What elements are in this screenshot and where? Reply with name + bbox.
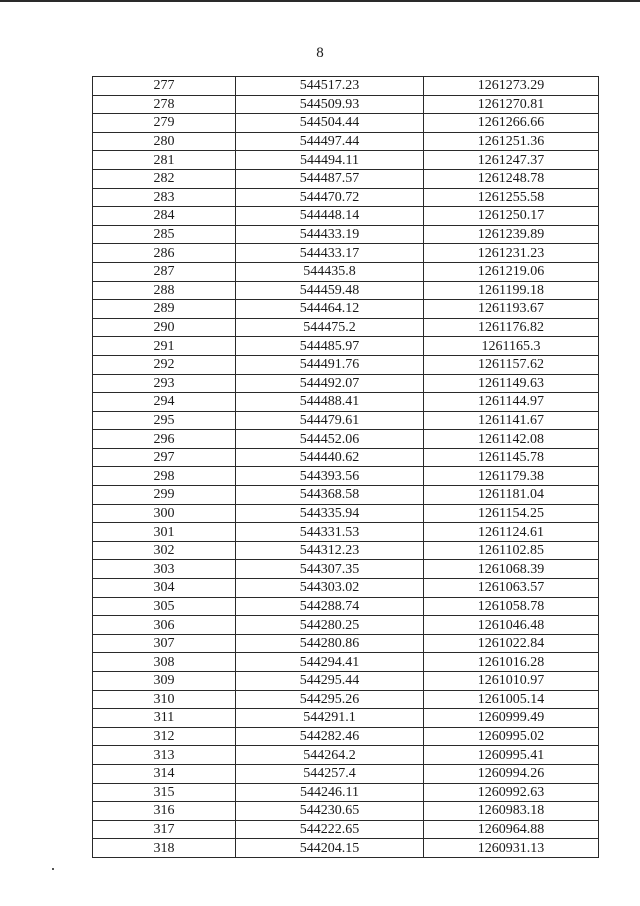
point-number-cell: 297 <box>93 448 236 467</box>
table-row <box>93 411 599 430</box>
table-row <box>93 541 599 560</box>
point-number-cell: 290 <box>93 318 236 337</box>
table-row <box>93 300 599 319</box>
x-coordinate-cell: 544433.19 <box>236 225 424 244</box>
x-coordinate-cell: 544368.58 <box>236 486 424 505</box>
x-coordinate-cell: 544294.41 <box>236 653 424 672</box>
point-number-cell: 279 <box>93 114 236 133</box>
y-coordinate-cell: 1261181.04 <box>424 486 599 505</box>
point-number-cell: 277 <box>93 77 236 96</box>
table-row <box>93 486 599 505</box>
point-number-cell: 295 <box>93 411 236 430</box>
point-number-cell: 285 <box>93 225 236 244</box>
y-coordinate-cell: 1261250.17 <box>424 207 599 226</box>
y-coordinate-cell: 1260983.18 <box>424 802 599 821</box>
x-coordinate-cell: 544433.17 <box>236 244 424 263</box>
table-row <box>93 114 599 133</box>
table-row <box>93 207 599 226</box>
y-coordinate-cell: 1261142.08 <box>424 430 599 449</box>
point-number-cell: 294 <box>93 393 236 412</box>
point-number-cell: 304 <box>93 579 236 598</box>
point-number-cell: 314 <box>93 764 236 783</box>
coordinates-table-body <box>93 77 599 858</box>
coordinates-table <box>92 76 599 858</box>
table-row <box>93 132 599 151</box>
table-row <box>93 393 599 412</box>
y-coordinate-cell: 1261179.38 <box>424 467 599 486</box>
table-row <box>93 467 599 486</box>
table-row <box>93 783 599 802</box>
point-number-cell: 293 <box>93 374 236 393</box>
table-row <box>93 77 599 96</box>
y-coordinate-cell: 1261251.36 <box>424 132 599 151</box>
y-coordinate-cell: 1261270.81 <box>424 95 599 114</box>
table-row <box>93 746 599 765</box>
table-row <box>93 727 599 746</box>
x-coordinate-cell: 544280.25 <box>236 616 424 635</box>
table-row <box>93 802 599 821</box>
y-coordinate-cell: 1260964.88 <box>424 820 599 839</box>
y-coordinate-cell: 1260994.26 <box>424 764 599 783</box>
table-row <box>93 337 599 356</box>
table-row <box>93 653 599 672</box>
y-coordinate-cell: 1261239.89 <box>424 225 599 244</box>
y-coordinate-cell: 1261063.57 <box>424 579 599 598</box>
x-coordinate-cell: 544307.35 <box>236 560 424 579</box>
table-row <box>93 430 599 449</box>
x-coordinate-cell: 544485.97 <box>236 337 424 356</box>
x-coordinate-cell: 544448.14 <box>236 207 424 226</box>
point-number-cell: 289 <box>93 300 236 319</box>
x-coordinate-cell: 544464.12 <box>236 300 424 319</box>
point-number-cell: 291 <box>93 337 236 356</box>
table-row <box>93 820 599 839</box>
x-coordinate-cell: 544435.8 <box>236 262 424 281</box>
x-coordinate-cell: 544257.4 <box>236 764 424 783</box>
x-coordinate-cell: 544492.07 <box>236 374 424 393</box>
point-number-cell: 283 <box>93 188 236 207</box>
point-number-cell: 286 <box>93 244 236 263</box>
y-coordinate-cell: 1260995.41 <box>424 746 599 765</box>
y-coordinate-cell: 1261231.23 <box>424 244 599 263</box>
x-coordinate-cell: 544335.94 <box>236 504 424 523</box>
x-coordinate-cell: 544488.41 <box>236 393 424 412</box>
point-number-cell: 298 <box>93 467 236 486</box>
x-coordinate-cell: 544204.15 <box>236 839 424 858</box>
table-row <box>93 616 599 635</box>
table-row <box>93 597 599 616</box>
point-number-cell: 301 <box>93 523 236 542</box>
x-coordinate-cell: 544312.23 <box>236 541 424 560</box>
x-coordinate-cell: 544331.53 <box>236 523 424 542</box>
x-coordinate-cell: 544288.74 <box>236 597 424 616</box>
x-coordinate-cell: 544282.46 <box>236 727 424 746</box>
x-coordinate-cell: 544291.1 <box>236 709 424 728</box>
point-number-cell: 309 <box>93 672 236 691</box>
table-row <box>93 281 599 300</box>
point-number-cell: 282 <box>93 169 236 188</box>
y-coordinate-cell: 1261176.82 <box>424 318 599 337</box>
x-coordinate-cell: 544230.65 <box>236 802 424 821</box>
y-coordinate-cell: 1261058.78 <box>424 597 599 616</box>
point-number-cell: 305 <box>93 597 236 616</box>
top-border-line <box>0 0 640 2</box>
point-number-cell: 280 <box>93 132 236 151</box>
y-coordinate-cell: 1261124.61 <box>424 523 599 542</box>
table-row <box>93 579 599 598</box>
table-row <box>93 262 599 281</box>
point-number-cell: 288 <box>93 281 236 300</box>
x-coordinate-cell: 544295.44 <box>236 672 424 691</box>
y-coordinate-cell: 1261149.63 <box>424 374 599 393</box>
x-coordinate-cell: 544494.11 <box>236 151 424 170</box>
table-row <box>93 95 599 114</box>
y-coordinate-cell: 1261145.78 <box>424 448 599 467</box>
x-coordinate-cell: 544497.44 <box>236 132 424 151</box>
table-row <box>93 169 599 188</box>
y-coordinate-cell: 1261005.14 <box>424 690 599 709</box>
table-row <box>93 764 599 783</box>
x-coordinate-cell: 544459.48 <box>236 281 424 300</box>
table-row <box>93 560 599 579</box>
point-number-cell: 300 <box>93 504 236 523</box>
y-coordinate-cell: 1261068.39 <box>424 560 599 579</box>
table-row <box>93 374 599 393</box>
y-coordinate-cell: 1261199.18 <box>424 281 599 300</box>
point-number-cell: 292 <box>93 355 236 374</box>
y-coordinate-cell: 1261266.66 <box>424 114 599 133</box>
y-coordinate-cell: 1261247.37 <box>424 151 599 170</box>
point-number-cell: 303 <box>93 560 236 579</box>
x-coordinate-cell: 544517.23 <box>236 77 424 96</box>
x-coordinate-cell: 544475.2 <box>236 318 424 337</box>
point-number-cell: 317 <box>93 820 236 839</box>
x-coordinate-cell: 544452.06 <box>236 430 424 449</box>
point-number-cell: 287 <box>93 262 236 281</box>
y-coordinate-cell: 1260995.02 <box>424 727 599 746</box>
y-coordinate-cell: 1261010.97 <box>424 672 599 691</box>
point-number-cell: 281 <box>93 151 236 170</box>
point-number-cell: 316 <box>93 802 236 821</box>
y-coordinate-cell: 1261102.85 <box>424 541 599 560</box>
x-coordinate-cell: 544504.44 <box>236 114 424 133</box>
point-number-cell: 308 <box>93 653 236 672</box>
y-coordinate-cell: 1261273.29 <box>424 77 599 96</box>
table-row <box>93 225 599 244</box>
y-coordinate-cell: 1261016.28 <box>424 653 599 672</box>
table-row <box>93 355 599 374</box>
y-coordinate-cell: 1260992.63 <box>424 783 599 802</box>
point-number-cell: 296 <box>93 430 236 449</box>
table-row <box>93 318 599 337</box>
point-number-cell: 278 <box>93 95 236 114</box>
x-coordinate-cell: 544246.11 <box>236 783 424 802</box>
y-coordinate-cell: 1261022.84 <box>424 634 599 653</box>
point-number-cell: 318 <box>93 839 236 858</box>
x-coordinate-cell: 544264.2 <box>236 746 424 765</box>
x-coordinate-cell: 544440.62 <box>236 448 424 467</box>
table-row <box>93 244 599 263</box>
y-coordinate-cell: 1261046.48 <box>424 616 599 635</box>
table-row <box>93 690 599 709</box>
point-number-cell: 310 <box>93 690 236 709</box>
x-coordinate-cell: 544509.93 <box>236 95 424 114</box>
table-row <box>93 504 599 523</box>
y-coordinate-cell: 1261154.25 <box>424 504 599 523</box>
x-coordinate-cell: 544280.86 <box>236 634 424 653</box>
point-number-cell: 302 <box>93 541 236 560</box>
y-coordinate-cell: 1261165.3 <box>424 337 599 356</box>
point-number-cell: 306 <box>93 616 236 635</box>
y-coordinate-cell: 1261157.62 <box>424 355 599 374</box>
page-number: 8 <box>316 45 324 61</box>
table-row <box>93 188 599 207</box>
y-coordinate-cell: 1261219.06 <box>424 262 599 281</box>
y-coordinate-cell: 1261141.67 <box>424 411 599 430</box>
point-number-cell: 315 <box>93 783 236 802</box>
x-coordinate-cell: 544393.56 <box>236 467 424 486</box>
y-coordinate-cell: 1261193.67 <box>424 300 599 319</box>
table-row <box>93 672 599 691</box>
table-row <box>93 839 599 858</box>
point-number-cell: 307 <box>93 634 236 653</box>
x-coordinate-cell: 544487.57 <box>236 169 424 188</box>
y-coordinate-cell: 1260931.13 <box>424 839 599 858</box>
table-row <box>93 634 599 653</box>
y-coordinate-cell: 1261248.78 <box>424 169 599 188</box>
table-row <box>93 151 599 170</box>
y-coordinate-cell: 1261144.97 <box>424 393 599 412</box>
table-row <box>93 523 599 542</box>
point-number-cell: 313 <box>93 746 236 765</box>
scan-speck <box>52 868 54 870</box>
point-number-cell: 311 <box>93 709 236 728</box>
x-coordinate-cell: 544479.61 <box>236 411 424 430</box>
x-coordinate-cell: 544295.26 <box>236 690 424 709</box>
x-coordinate-cell: 544222.65 <box>236 820 424 839</box>
y-coordinate-cell: 1261255.58 <box>424 188 599 207</box>
x-coordinate-cell: 544470.72 <box>236 188 424 207</box>
y-coordinate-cell: 1260999.49 <box>424 709 599 728</box>
x-coordinate-cell: 544491.76 <box>236 355 424 374</box>
x-coordinate-cell: 544303.02 <box>236 579 424 598</box>
point-number-cell: 299 <box>93 486 236 505</box>
table-row <box>93 448 599 467</box>
point-number-cell: 284 <box>93 207 236 226</box>
table-row <box>93 709 599 728</box>
point-number-cell: 312 <box>93 727 236 746</box>
